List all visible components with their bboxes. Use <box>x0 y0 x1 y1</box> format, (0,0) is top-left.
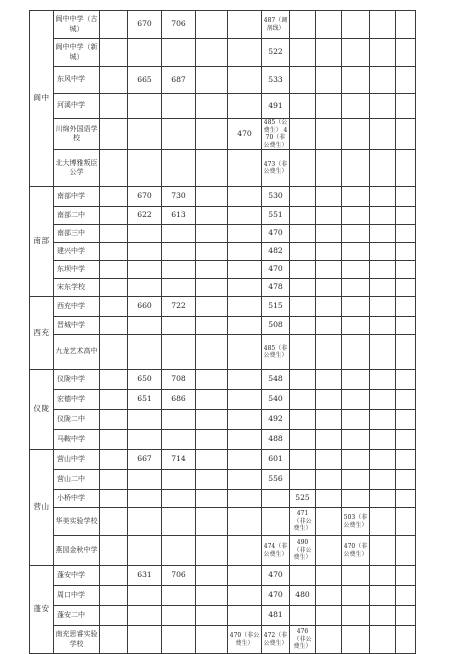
score-cell: 478 <box>262 279 290 297</box>
score-cell: 508 <box>262 317 290 335</box>
score-cell: 488 <box>262 430 290 450</box>
score-cell: 480 <box>290 586 316 606</box>
score-cell: 470（非公费生） <box>228 626 262 654</box>
score-cell: 525 <box>290 490 316 508</box>
score-cell: 714 <box>162 450 196 470</box>
school-name: 河溪中学 <box>54 94 100 119</box>
school-name: 宋东学校 <box>54 279 100 297</box>
school-name: 蓬安二中 <box>54 606 100 626</box>
region-cell: 阆中 <box>30 11 54 187</box>
table-row <box>30 390 416 410</box>
table-row <box>30 490 416 508</box>
score-cell: 601 <box>262 450 290 470</box>
school-name: 宏德中学 <box>54 390 100 410</box>
school-name: 东坝中学 <box>54 261 100 279</box>
school-name: 九龙艺术高中 <box>54 335 100 370</box>
region-cell: 南部 <box>30 187 54 297</box>
score-cell: 660 <box>128 297 162 317</box>
table-row <box>30 187 416 207</box>
score-cell: 482 <box>262 243 290 261</box>
score-cell: 485（非公费生） <box>262 335 290 370</box>
table-row <box>30 67 416 94</box>
score-cell: 522 <box>262 39 290 67</box>
school-name: 晋城中学 <box>54 317 100 335</box>
score-cell: 471（非公费生） <box>290 508 316 536</box>
score-cell: 687 <box>162 67 196 94</box>
school-name: 周口中学 <box>54 586 100 606</box>
score-cell: 470 <box>262 586 290 606</box>
table-row <box>30 39 416 67</box>
table-row <box>30 225 416 243</box>
score-cell: 473（非公费生） <box>262 150 290 187</box>
table-row <box>30 586 416 606</box>
score-cell: 470（非公费生） <box>342 536 370 566</box>
school-name: 北大博雅叛臣公学 <box>54 150 100 187</box>
table-row <box>30 430 416 450</box>
score-cell: 622 <box>128 207 162 225</box>
score-cell: 470 <box>228 119 262 150</box>
score-cell: 540 <box>262 390 290 410</box>
score-cell: 492 <box>262 410 290 430</box>
score-cell: 706 <box>162 566 196 586</box>
score-cell: 556 <box>262 470 290 490</box>
table-row <box>30 566 416 586</box>
region-cell: 营山 <box>30 450 54 566</box>
table-row <box>30 470 416 490</box>
score-cell: 470 <box>262 225 290 243</box>
school-name: 阆中中学（新城） <box>54 39 100 67</box>
school-name: 仪陇中学 <box>54 370 100 390</box>
school-name: 建兴中学 <box>54 243 100 261</box>
score-cell: 670 <box>128 187 162 207</box>
score-cell: 551 <box>262 207 290 225</box>
table-row <box>30 119 416 150</box>
school-name: 小桥中学 <box>54 490 100 508</box>
school-name: 仪陇二中 <box>54 410 100 430</box>
school-name: 东风中学 <box>54 67 100 94</box>
table-row <box>30 297 416 317</box>
score-cell: 667 <box>128 450 162 470</box>
score-cell: 503（非公费生） <box>342 508 370 536</box>
table-row <box>30 606 416 626</box>
table-row <box>30 536 416 566</box>
school-name: 阆中中学（古城） <box>54 11 100 39</box>
score-cell: 476（非公费生） <box>290 626 316 654</box>
table-row <box>30 150 416 187</box>
school-name: 华美实验学校 <box>54 508 100 536</box>
score-cell: 548 <box>262 370 290 390</box>
school-name: 燕园金秋中学 <box>54 536 100 566</box>
score-cell: 474（非公费生） <box>262 536 290 566</box>
school-name: 营山中学 <box>54 450 100 470</box>
score-cell: 651 <box>128 390 162 410</box>
score-cell: 470 <box>262 261 290 279</box>
table-row <box>30 317 416 335</box>
score-cell: 485（公费生） 470（非公费生） <box>263 119 288 149</box>
school-name: 南部二中 <box>54 207 100 225</box>
school-name: 川绵外国语学校 <box>54 119 100 150</box>
score-cell: 533 <box>262 67 290 94</box>
score-cell: 722 <box>162 297 196 317</box>
school-name: 西充中学 <box>54 297 100 317</box>
table-row <box>30 94 416 119</box>
score-cell: 481 <box>262 606 290 626</box>
table-row <box>30 279 416 297</box>
score-cell: 670 <box>128 11 162 39</box>
school-name: 营山二中 <box>54 470 100 490</box>
region-cell: 仪陇 <box>30 370 54 450</box>
table-row <box>30 335 416 370</box>
score-cell: 515 <box>262 297 290 317</box>
table-row <box>30 450 416 470</box>
table-row <box>30 626 416 654</box>
score-cell: 631 <box>128 566 162 586</box>
school-name: 南部中学 <box>54 187 100 207</box>
table-row <box>30 243 416 261</box>
school-name: 蓬安中学 <box>54 566 100 586</box>
region-cell: 西充 <box>30 297 54 370</box>
school-name: 马鞍中学 <box>54 430 100 450</box>
table-row <box>30 11 416 39</box>
region-cell: 蓬安 <box>30 566 54 654</box>
score-cell: 613 <box>162 207 196 225</box>
score-cell: 490（非公费生） <box>290 536 316 566</box>
score-cell: 665 <box>128 67 162 94</box>
score-cell: 491 <box>262 94 290 119</box>
score-cell: 487（调剂线） <box>262 11 290 39</box>
table-row <box>30 508 416 536</box>
school-name: 南部三中 <box>54 225 100 243</box>
score-cell: 708 <box>162 370 196 390</box>
school-name: 南充思睿实验学校 <box>54 626 100 654</box>
table-row <box>30 207 416 225</box>
table-row <box>30 261 416 279</box>
score-cell: 730 <box>162 187 196 207</box>
score-cell: 470 <box>262 566 290 586</box>
table-row <box>30 410 416 430</box>
admission-score-table <box>29 10 416 654</box>
score-cell: 472（非公费生） <box>262 626 290 654</box>
score-cell: 530 <box>262 187 290 207</box>
score-cell: 650 <box>128 370 162 390</box>
score-cell: 686 <box>162 390 196 410</box>
score-cell: 706 <box>162 11 196 39</box>
table-row <box>30 370 416 390</box>
